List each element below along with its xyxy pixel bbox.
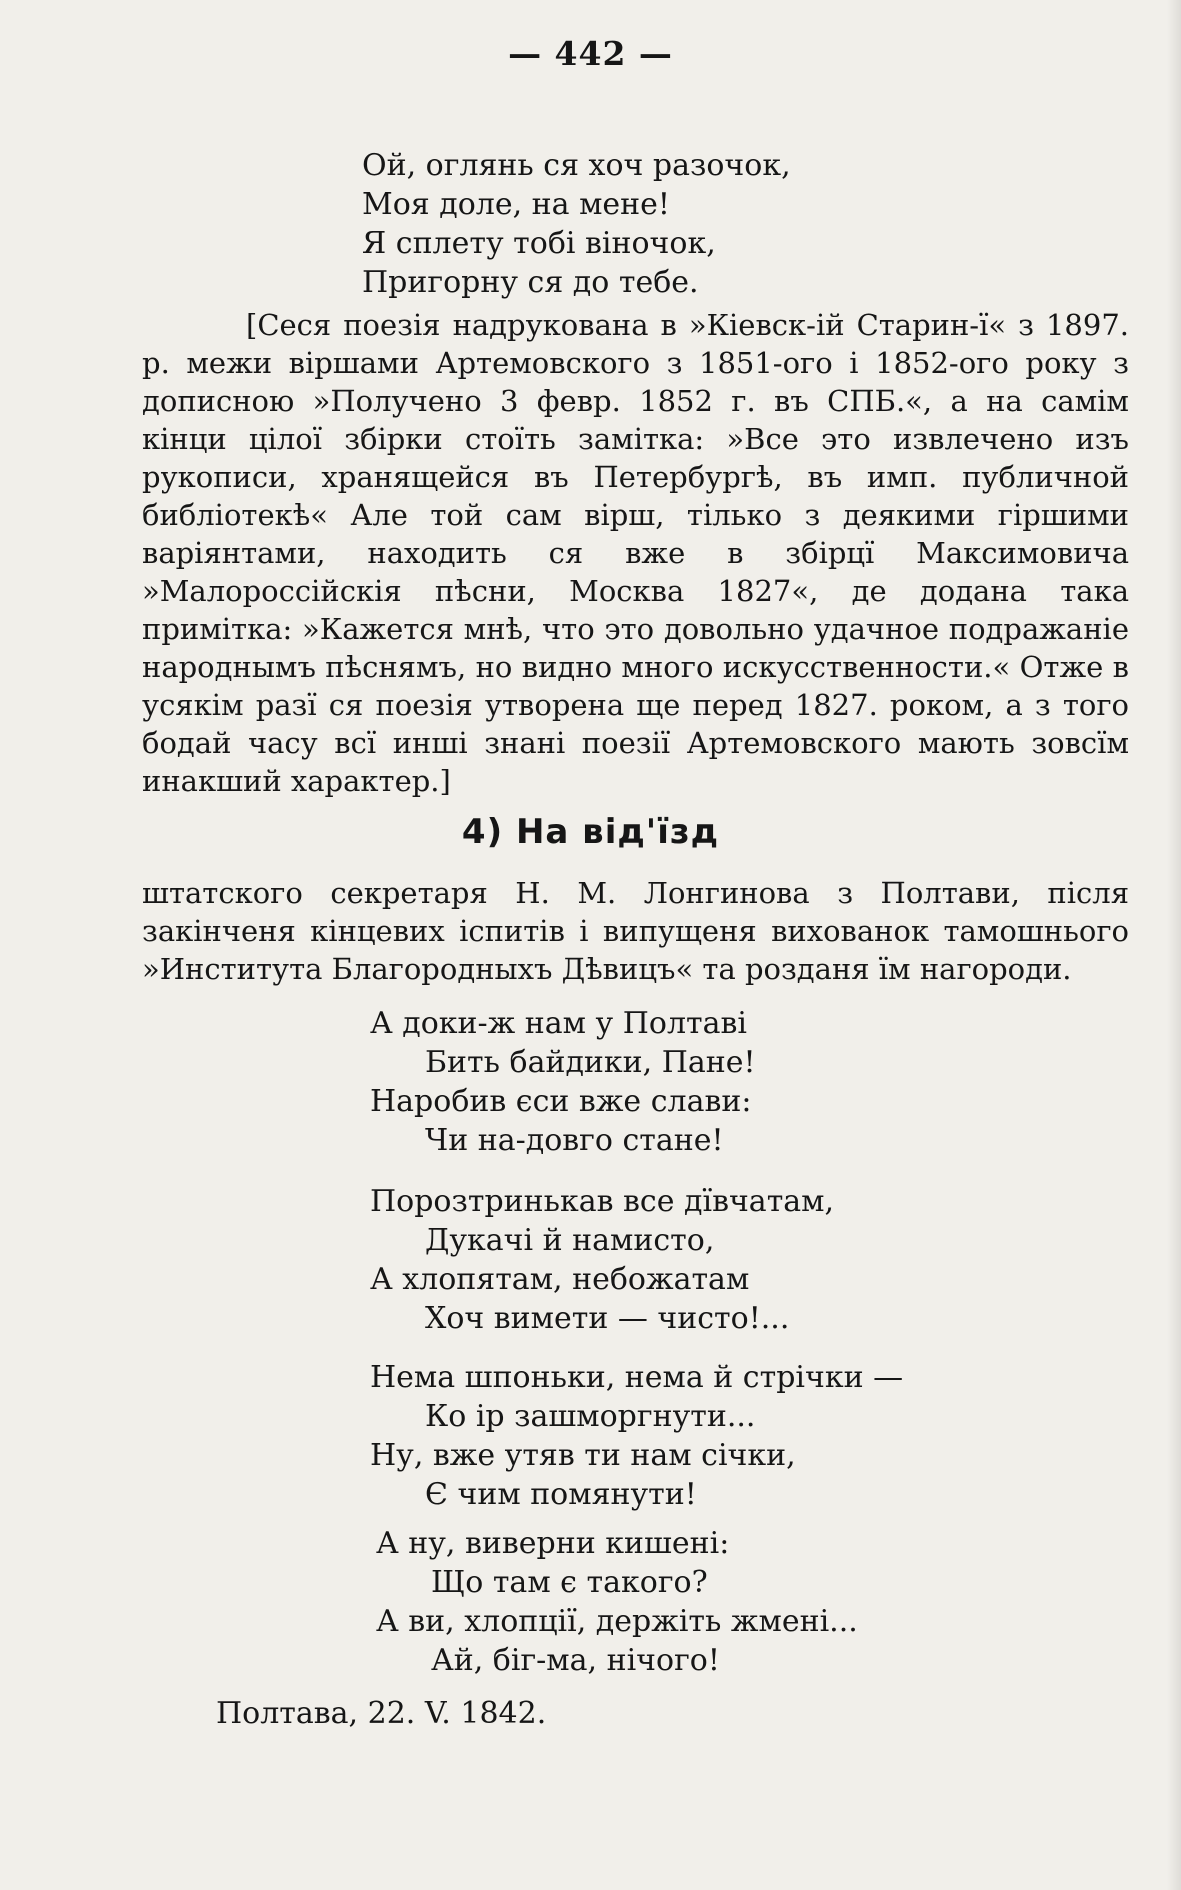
- poem-line: Наробив єси вже слави:: [370, 1084, 752, 1119]
- place-date: Полтава, 22. V. 1842.: [216, 1696, 547, 1731]
- poem-line: Хоч вимети — чисто!...: [425, 1301, 790, 1336]
- poem-line: Чи на-довго стане!: [425, 1123, 724, 1158]
- poem-line: А хлопятам, небожатам: [370, 1262, 750, 1297]
- poem-line: Бить байдики, Пане!: [425, 1045, 756, 1080]
- poem-line: Я сплету тобі віночок,: [362, 226, 716, 261]
- poem-line: Що там є такого?: [431, 1565, 708, 1600]
- poem-line: А доки-ж нам у Полтаві: [370, 1006, 747, 1041]
- poem-line: А ви, хлопції, держіть жмені...: [376, 1604, 858, 1639]
- poem-line: Порозтринькав все дївчатам,: [370, 1184, 835, 1219]
- poem-line: Є чим помянути!: [425, 1477, 697, 1512]
- poem-line: Нема шпоньки, нема й стрічки —: [370, 1360, 904, 1395]
- poem-line: Ой, оглянь ся хоч разочок,: [362, 148, 791, 183]
- poem-stanza-2: [370, 1182, 834, 1338]
- section-subtitle: штатского секретаря Н. М. Лонгинова з Полтави, після закінченя кінцевих іспитів і випущеня вихованок тамошнього »Института Благородныхъ Дѣвицъ« та розданя їм нагороди.: [142, 876, 1129, 986]
- poem-line: Ко ір зашморгнути...: [425, 1399, 756, 1434]
- poem-line: Ну, вже утяв ти нам січки,: [370, 1438, 796, 1473]
- poem-stanza-3: [370, 1358, 903, 1514]
- poem-line: Ай, біг-ма, нічого!: [431, 1643, 720, 1678]
- poem-line: Дукачі й намисто,: [425, 1223, 715, 1258]
- page-number: — 442 —: [508, 34, 673, 73]
- poem-line: Пригорну ся до тебе.: [362, 265, 699, 300]
- editorial-note: [Сеся поезія надрукована в »Кіевск-ій Старин-ї« з 1897. р. межи віршами Артемовского з 1851-ого і 1852-ого року з дописною »Получено 3 февр. 1852 г. въ СПБ.«, а на самім кінци цілої збірки стоїть замітка: »Все это извлечено изъ рукописи, хранящейся въ Петербургѣ, въ имп. публичной библіотекѣ« Але той сам вірш, тілько з деякими гіршими варіянтами, находить ся вже в збірцї Максимовича »Малороссійскія пѣсни, Москва 1827«, де додана така примітка: »Кажется мнѣ, что это довольно удачное подражаніе народнымъ пѣснямъ, но видно много искусственности.« Отже в усякім разї ся поезія утворена ще перед 1827. роком, а з того бодай часу всї инші знані поезії Артемовского мають зовсїм инакший характер.]: [142, 308, 1129, 798]
- poem-line: А ну, виверни кишені:: [376, 1526, 730, 1561]
- poem-stanza-1: [370, 1004, 756, 1160]
- poem-stanza-4: [376, 1524, 858, 1680]
- section-heading: 4) На від'їзд: [461, 812, 720, 852]
- poem-line: Моя доле, на мене!: [362, 187, 670, 222]
- poem-ending-stanza: [362, 146, 791, 302]
